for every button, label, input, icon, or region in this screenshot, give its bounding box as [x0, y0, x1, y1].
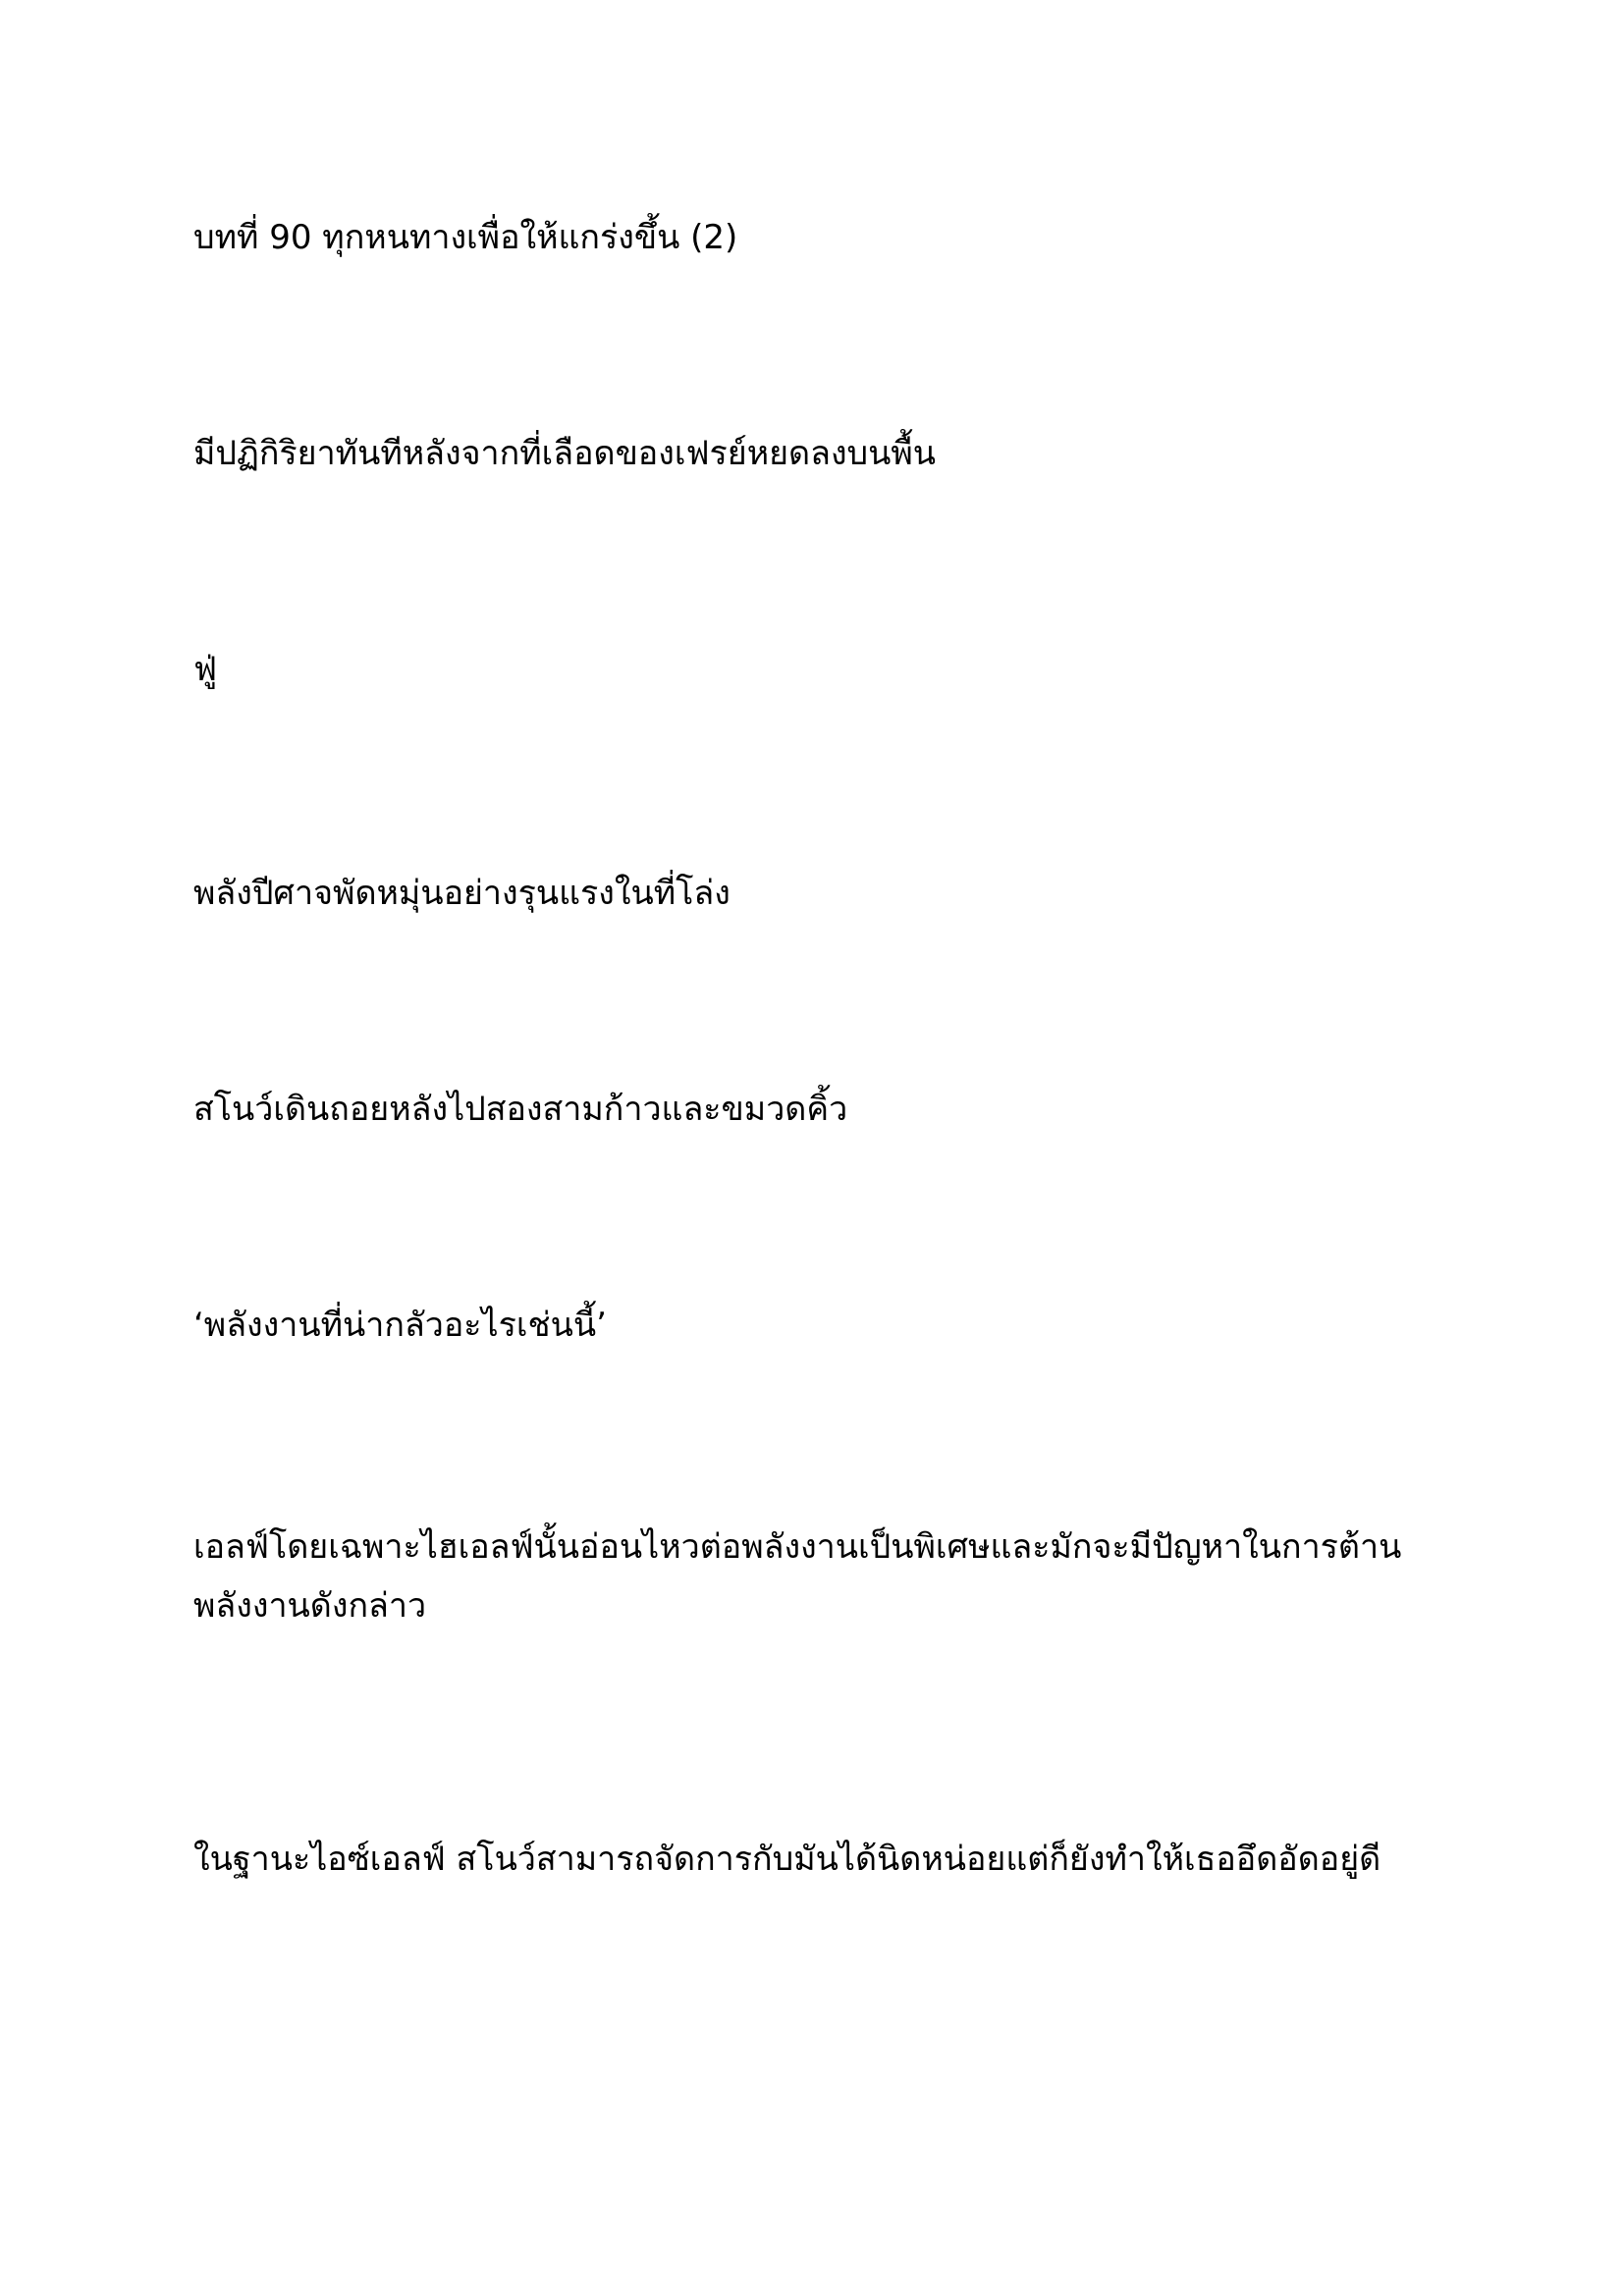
paragraph: เอลฟ์โดยเฉพาะไฮเอลฟ์นั้นอ่อนไหวต่อพลังงานเป็นพิเศษและมักจะมีปัญหาในการต้านพลังงานดังกล่าว: [193, 1527, 1402, 1626]
paragraph: สโนว์เดินถอยหลังไปสองสามก้าวและขมวดคิ้ว: [193, 1090, 848, 1129]
paragraph: ในฐานะไอซ์เอลฟ์ สโนว์สามารถจัดการกับมันได้นิดหน่อยแต่ก็ยังทำให้เธออึดอัดอยู่ดี: [193, 1840, 1381, 1879]
paragraph: ฟู่: [193, 650, 218, 689]
chapter-title: บทที่ 90 ทุกหนทางเพื่อให้แกร่งขึ้น (2): [193, 218, 738, 257]
paragraph: ‘พลังงานที่น่ากลัวอะไรเช่นนี้’: [193, 1306, 607, 1345]
paragraph: พลังปีศาจพัดหมุ่นอย่างรุนแรงในที่โล่ง: [193, 874, 731, 913]
paragraph: มีปฏิกิริยาทันทีหลังจากที่เลือดของเฟรย์หยดลงบนพื้น: [193, 434, 937, 473]
